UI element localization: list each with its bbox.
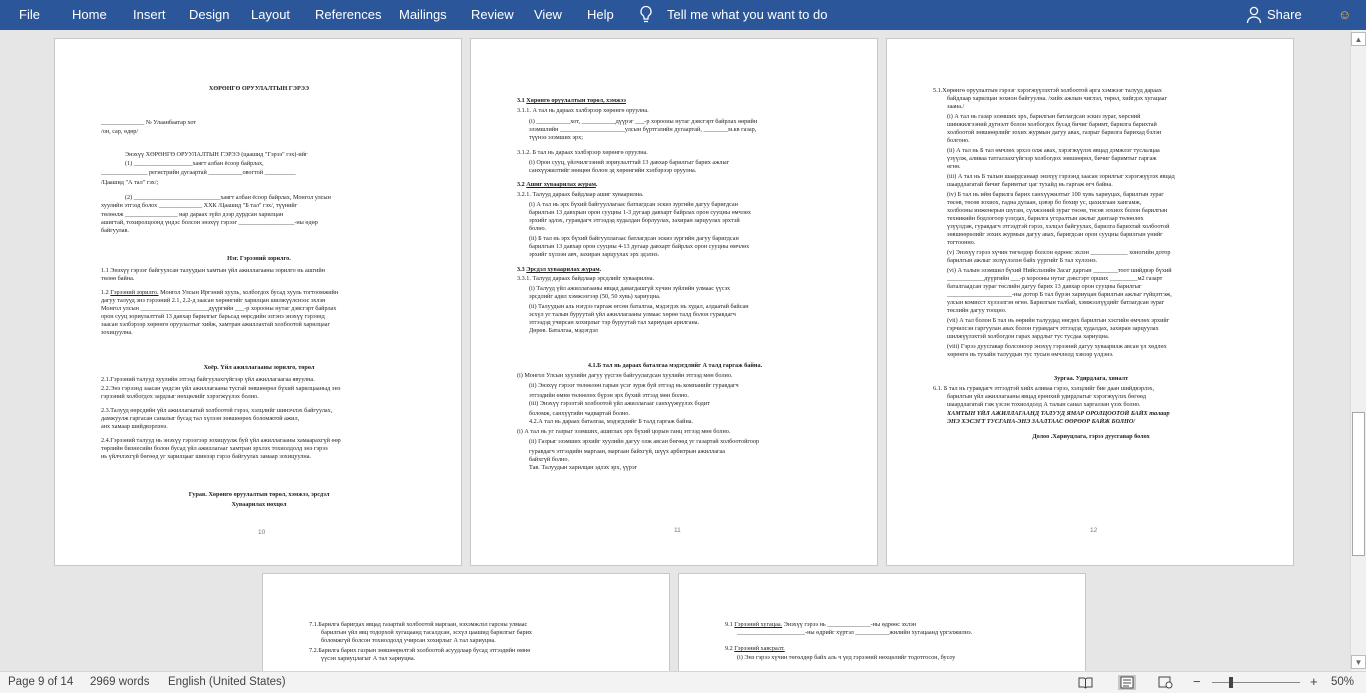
document-line: 5.1.Хөрөнгө оруулалтын гэрээг хэрэгжүүлэхтэй холбоотой арга хэмжээг талууд дараах [933,87,1162,94]
document-line: шинжилгээний дүгнэлт болон холбогдох бусад бичиг баримт, барилга барихтай [947,121,1157,128]
document-line: 4.2.А тал нь дараах баталгаа, мэдэгдлийг Б талд гаргаж байна. [529,418,694,425]
document-line: (ii) А тал нь Б тал өмчлөх эрхээ олж авах, хэрэгжүүлэх явцад дэмжлэг туслалцаа [947,147,1160,154]
document-line: (i) Талууд үйл ажиллагааны явцад давагдашгүй хүчин зүйлийн улмаас үүсэх [529,285,731,292]
document-line: (iii) Энэхүү гэрээтэй холбоотой үйл ажиллагааг санхүүжүүлэх бодит [529,400,710,407]
document-line: зохицуулна. [101,329,133,336]
page-14[interactable] [678,573,1086,671]
document-line: төлөөлж _________________ нар дараах зүйл дээр дурдсан харилцан [101,211,284,218]
document-line: (ii) Газрыг эзэмших эрхийг хуулийн дагуу олж авсан бөгөөд уг газартай холбоотойгоор [529,438,760,445]
zoom-in-button[interactable]: + [1310,674,1318,689]
web-layout-icon[interactable] [1158,676,1173,689]
document-line: зөвшөөрөлийг зохих журмын дагуу авах, баригдсан орон сууцны барилгын үнийг [947,231,1163,238]
document-line: 1.1 Энэхүү гэрээг байгуулсан талуудын хамтын үйл ажиллагааны зорилго нь ашгийн [101,267,325,274]
zoom-slider[interactable] [1212,682,1300,683]
document-line: тогтоонно. [947,239,976,246]
document-line: үзүүлж, аливаа татгалзахгүйгээр холбогдох зөвшөөрөл, бичиг баримтыг гаргаж [947,155,1157,162]
zoom-slider-handle[interactable] [1229,677,1233,688]
document-line: (viii) Гэрээ дуусгавар болсоноор энэхүү гэрээний дагуу хуваарилж авсан үл хөдлөх [947,343,1167,350]
document-line: эзэмшлийн _____________________улсын бүртгэлийн дугаартай, ________м.кв газар, [529,126,757,133]
document-line: 7.1.Барилга баригдах явцад газартай холбоотой маргаан, нэхэмжлэл гарсны улмаас [309,621,528,628]
document-line: 4.1.Б тал нь дараах баталгаа мэдэгдлийг А талд гаргаж байна. [587,362,763,369]
tab-file[interactable]: File [19,7,40,22]
document-line: (ii) Энэхүү гэрээг төлөөлөн гарын үсэг зурж буй этгээд нь компанийг гуравдагч [529,382,739,389]
document-line: 3.2.1. Талууд дараах байдлаар ашиг хуваарилна. [517,191,644,198]
document-line: 2.4.Гэрээний талууд нь энэхүү гэрээгээр зохицуулж буй үйл ажиллагааны хамаарахгүй өөр [101,437,341,444]
page-11[interactable] [470,38,878,566]
document-line: 3.1.1. А тал нь дараах хэлбэрээр хөрөнгө оруулна. [517,107,649,114]
document-line: /он, сар, өдөр/ [101,128,139,135]
document-line: түүнээ эзэмших эрх; [529,134,583,141]
document-line: орон сууц зориулалттай 13 давхар барилгыг барьсад өөрсдийн эзгэнэ энэхүү гэрээнд [101,313,325,320]
document-line: дамжуулж гаргасан саналыг бусад тал хүлээн зөвшөөрөх боломжтой ажил, [101,415,300,422]
zoom-level[interactable]: 50% [1331,676,1355,688]
document-line: ______________________-ны өдрийг хүртэл ___________жилийн хугацаанд үргэлжилнэ. [737,629,973,636]
document-line: (i) А тал нь уг газрыг эзэмших, ашиглах эрх бүхий цорын ганц этгээд мөн болно. [517,428,731,435]
document-line: (iv) Б тал нь ийм барилга барих санхүүжилтыг 100 хувь хариуцах, барилгын зураг [947,191,1164,198]
document-line: эрсдлийг адил хэмжээгээр (50, 50 хувь) хариуцна. [529,293,661,300]
tab-design[interactable]: Design [189,7,230,22]
document-canvas[interactable] [0,30,1350,671]
page-indicator[interactable]: Page 9 of 14 [8,676,74,688]
read-mode-icon[interactable] [1078,676,1093,689]
document-line: санхүүжилтийг нөөцөн болон эд хөрөнгийн хэлбэрээр оруулна. [529,167,697,174]
document-line: анх хамаар шийдвэрлэнэ. [101,423,168,430]
document-line: байхгүй болно. [529,456,569,463]
tab-help[interactable]: Help [587,7,614,22]
zoom-out-button[interactable]: − [1193,674,1201,689]
page-number: 12 [1090,527,1098,534]
tab-layout[interactable]: Layout [251,7,291,22]
language-indicator[interactable]: English (United States) [168,676,286,688]
document-line: 3.2 Ашиг хуваарилах журам. [517,181,598,188]
share-button[interactable]: Share [1267,7,1302,22]
document-line: 3.1 Хөрөнгө оруулалтын төрөл, хэмжээ [517,97,626,104]
document-line: төслийн дагуу тооцно. [947,307,1007,314]
document-line: төлөө байна. [101,275,135,282]
document-line: төсөв, төсөв зохиох, гадна дулаан, цэвэр бо бохир ус, цахилгаан хангамж, [947,199,1142,206]
document-line: шаардлагатай гэж үзсэн тохиолдолд А талын санал харгалзан үзэх болно. [947,401,1141,408]
tab-review[interactable]: Review [471,7,514,22]
document-line: заасан хэлбэрээр хөрөнгө оруулалтыг хийж, хамтран ажиллахтай холбоотой харилцааг [101,321,331,328]
document-line: барилгын үйл явц тодорхой хугацаанд тасалдсан, эсхүл цаашид барилгыг барих [321,629,532,636]
document-line: 3.3.1. Талууд дараах байдлаар эрсдлийг хуваарилна. [517,275,654,282]
page-number: 11 [674,527,681,534]
tell-me-search[interactable]: Tell me what you want to do [667,7,828,22]
document-line: болно. [529,225,547,232]
page-13[interactable] [262,573,670,671]
document-line: Тав. Талуудын харилцан эдлэх эрх, үүрэг [529,464,638,471]
ribbon [0,0,1366,30]
status-bar [0,671,1366,693]
document-line: (2) ____________________________хаягт албан ёсоор байрлах, Монгол улсын [125,194,331,201]
page-number: 10 [258,529,266,536]
scroll-down-arrow-icon[interactable]: ▼ [1351,655,1366,669]
document-line: (i) А тал нь газар эзэмших эрх, барилгын батлагдсан эскиз зураг, хөрсний [947,113,1141,120]
document-line: эрхийг эдлэх, гуравдагч этгээдэд худалдан борлуулах, захиран зарцуулах эрхтэй [529,217,740,224]
document-line: (vi) А талын эзэмшил бүхий Нийслэлийн Засаг даргын ________тоот шийдвэр бүхий [947,267,1172,274]
document-line: (ii) Б тал нь эрх бүхий байгууллагаас батлагдсан эскиз зургийн дагуу баригдсан [529,235,739,242]
document-line: Долоо .Хариуцлага, гэрээ дуусгавар болох [1032,433,1150,440]
document-line: үүсэн хариуцлагыг А тал хариуцна. [321,655,416,662]
document-line: ____________дүүргийн ___-р хорооны нутаг дэвсгэрт орших _________м2 газарт [947,275,1163,282]
vertical-scrollbar[interactable] [1350,30,1366,671]
document-line: Нэг. Гэрээний зорилго. [227,255,291,262]
print-layout-icon[interactable] [1118,675,1136,690]
document-line: холбоотой зөвшөөрлийг зохих журмын дагуу авах, газрыг барилга барихад бэлэн [947,129,1162,136]
document-line: 3.1.2. Б тал нь дараах хэлбэрээр хөрөнгө оруулна. [517,149,648,156]
document-line: 7.2.Барилга барих газрын зөвшөөрөлтэй холбоотой асуудлаар бусад этгээдийн өмнө [309,647,531,654]
scrollbar-thumb[interactable] [1352,412,1365,556]
document-line: (vii) А тал болон Б тал нь өөрийн талуудад нөгдөх барилгын хэсгийн өмчлөх эрхийг [947,317,1170,324]
document-line: үзүүлдэж, гуравдагч этгээдтэй гэрээ, хэлцэл байгуулах, барилга барихтай холбоотой [947,223,1170,230]
document-line: ХАМТЫН ҮЙЛ АЖИЛЛАГААНД ТАЛУУД ЯМАР ОРОЛЦООТОЙ БАЙХ талаар [947,410,1170,417]
document-line: боломж, санхүүгийн чадвартай болно. [529,410,630,417]
document-line: барилгын үйл ажиллагааны явцад ерөнхий удирдлагыг хэрэгжүүлэх бөгөөд [947,393,1147,400]
document-line: (iii) А тал нь Б талын шаардсанаар энэхүү гэрээнд заасан зорилгыг хэрэгжүүлэх явцад [947,173,1175,180]
document-line: (1) ___________________хаягт албан ёсоор байрлах, [125,160,264,167]
document-line: ХӨРӨНГӨ ОРУУЛАЛТЫН ГЭРЭЭ [208,85,310,92]
document-line: байгуулав. [101,227,129,234]
document-line: барилгын 13 давхар орон сууцны 4-13 дугаар давхарт байрлах орон сууцны өмчлөх [529,243,750,250]
scroll-up-arrow-icon[interactable]: ▲ [1351,32,1366,46]
document-line: баталгаадсан зураг төслийн дагуу барих 13 давхар орон сууцны барилгыг [947,283,1142,290]
document-line: барилгын ажлыг эхлүүлэлэн байх үүргийг Б тал хүлээнэ. [947,257,1098,264]
document-line: шаардлагатай бичиг баримтыг цаг тухайд нь гаргаж өгч байна. [947,181,1113,188]
document-line: 9.2 Гэрээний хавсралт. [725,645,785,652]
document-line: техникийн бодлогоор үзэгдах, барилга угсралтын ажлыг дангаар төлөөлөх [947,215,1144,222]
document-line: 2.2.Энэ гэрээнд заасан үндсэн үйл ажиллагааны тусгай зөвшөөрөл бүхий харилцааныд энэ [101,385,341,392]
document-line: ______________ № Улаанбаатар хот [101,119,197,126]
document-line: Дөрөв. Баталгаа, мэдэгдэл [529,327,598,334]
document-line: Хуваарилах нөхцөл [231,501,287,508]
tab-view[interactable]: View [534,7,562,22]
document-line: этгээдийн өмнө төлөөлөх бүрэн эрх бүхий этгээд мөн болно. [529,392,689,399]
document-line: эсхүл уг талын буруутай үйл ажиллагааны улмаас хөрөө талд болон гуравдагч [529,311,736,318]
document-line: (ii) Талуудын аль нэгдээ гаргаж өгсөн баталгаа, мэдэгдэх нь худал, алдаатай байсан [529,303,749,310]
document-line: (i) Монгол Улсын хуулийн дагуу үүсгэн байгуулагдсан хуулийн этгээд мөн болно. [517,372,733,379]
document-line: Хоёр. Үйл ажиллагааны зорилго, төрөл [203,364,315,371]
document-line: 1.2 Гэрээний зорилго. Монгол Улсын Иргэний хууль, холбогдох бусад хууль тогтоомжийн [101,289,339,296]
tab-references[interactable]: References [315,7,382,22]
document-line: _______________ регистрийн дугаартай ___________овогтой __________ [101,169,296,176]
document-line: 9.1 Гэрээний хугацаа. Энэхүү гэрээ нь ______________-ны өдрөөс эхлэн [725,621,917,628]
document-line: 2.3.Талууд өөрсдийн үйл ажиллагаатай холбоотой гэрээ, хэлцлийг шинэчлэх байгуулах, [101,407,333,414]
person-icon [1246,6,1262,24]
document-line: шилжүүлэхтэй холбогдон гарах зардлыг тус тусдаа хариуцна. [947,333,1110,340]
document-line: (v) Энэхүү гэрээ хүчин төгөлдөр болсон өдрөөс эхлэн ____________ хоногийн дотор [947,249,1171,256]
document-line: 6.1. Б тал нь гуравдагч этгээдтэй хийх аливаа гэрээ, хэлцлийг бие даан шийдвэрлэх, [933,385,1155,392]
tab-home[interactable]: Home [72,7,107,22]
document-line: өгнө. [947,163,961,170]
document-line: 2.1.Гэрээний талууд хуулийн этгээд байгуулахгүйгээр үйл ажиллагаагаа явуулна. [101,376,315,383]
document-line: барилгын 13 давхрын орон сууцны 1-3 дугаар давхарт байрлах орон сууцны өмчлөх [529,209,751,216]
document-line: ашигтай, тохиролцоонд үндэс болсон энэхүү гэрээг __________________-ны өдөр [101,219,318,226]
document-line: 3.3 Эрсдэл хуваарилах журам. [517,266,602,273]
document-line: гуравдагч этгээдийн маргаан, маргаан байхгүй, шүүх арбитрын ажиллагаа [529,448,725,455]
document-line: холбооны инженерын шугам, сүлжээний зураг төсөв, төсөв зохиох болон барилгын [947,207,1168,214]
lightbulb-icon [638,5,654,25]
tab-insert[interactable]: Insert [133,7,166,22]
document-line: (i) Энэ гэрээ хүчин төгөлдөр байх аль ч үед гэрээний нөхцөлийг тодотгосон, бусоу [737,654,956,661]
document-line: (i) Орон сууц, үйлчилгээний зориулалттай 13 давхар барилгыг барих ажлыг [529,159,730,166]
document-line: эрхийг хүлээн авч, захиран зарцуулах эрх эдэлнэ. [529,251,660,258]
document-line: боломжгүй болсон тохиолдолд учирсан хохирлыг А тал хариуцна. [321,637,496,644]
document-line: байдлаар харилцан зохион байгуулна. /хийх ажлын чиглэл, төрөл, хийгдэх хугацааг [947,95,1168,102]
document-line: дагуу талууд энэ гэрээний 2.1, 2.2-д заасан хөрөнгийг харилцан шилжүүлснээс эхлэн [101,297,326,304]
tab-mailings[interactable]: Mailings [399,7,447,22]
document-line: болгоно. [947,137,970,144]
document-line: Монгол улсын ______________________дүүргийн ___-р хорооны нутаг дэвсгэрт байрлах [101,305,337,312]
document-line: /Цаашид "А тал" гэх/; [101,179,159,186]
document-line: (i) А тал нь эрх бүхий байгууллагаас батлагдсан эскиз зургийн дагуу баригдсан [529,201,738,208]
document-line: этгээдэд учирсан хохирлыг тэр буруутай тал хариуцан арилгана. [529,319,700,326]
document-line: гэрчилсэн гаргуулан авах болон гуравдагч этгээдэд худалдах, захиран зарцуулах [947,325,1159,332]
document-line: _____________________-ны дотор Б тал бүрэн хариуцан барилгын ажлыг гүйцэтгэж, [947,291,1172,298]
page-10[interactable] [54,38,462,566]
document-line: заана./ [947,103,965,110]
document-line: (i) ___________хот, ___________дүүрэг ___-р хорооны нутаг дэвсгэрт байрлах өөрийн [529,118,758,125]
document-line: Гурав. Хөрөнгө оруулалтын төрөл, хэмжээ, эрсдэл [188,491,330,498]
document-line: Энэхүү ХӨРӨНГӨ ОРУУЛАЛТЫН ГЭРЭЭ (цаашид "Гэрээ" гэх)-ийг [125,151,308,158]
document-line: хуулийн этгээд болох ______________ ХХК /Цаашид "Б тал" гэх/, түүнийг [101,202,298,209]
smiley-icon[interactable]: ☺ [1338,7,1352,22]
word-count[interactable]: 2969 words [90,676,150,688]
document-line: гэрээний холбогдох зардлыг нөхцөлийг хэрэгжүүлэх болно. [101,393,259,400]
document-line: улсын комисст хүлээлгэн өгнө. Барилгын талбай, хэмжээлүүдийг батлагдсан зураг [947,299,1165,306]
document-line: хөрөнгө нь тухайн талуудын тус тусын өмчлөлд хэвээр үлдэнэ. [947,351,1114,358]
page-12[interactable] [886,38,1294,566]
document-line: төрлийн бизнесийн болон бусад үйл ажиллагааг хамтран эрхлэх тохиолдолд энэ гэрээ [101,445,328,452]
document-line: нь үйлчлэхгүй бөгөөд уг харилцааг шинээр гэрээ байгуулах замаар зохицуулна. [101,453,311,460]
document-line: Зургаа. Удирдлага, хяналт [1053,375,1129,382]
document-line: ЭНЭ ХЭСЭГТ ТУСГАНА-ЭНЭ ЗААЛТААС ӨӨРӨӨР БАЙЖ БОЛНО/ [947,418,1136,425]
